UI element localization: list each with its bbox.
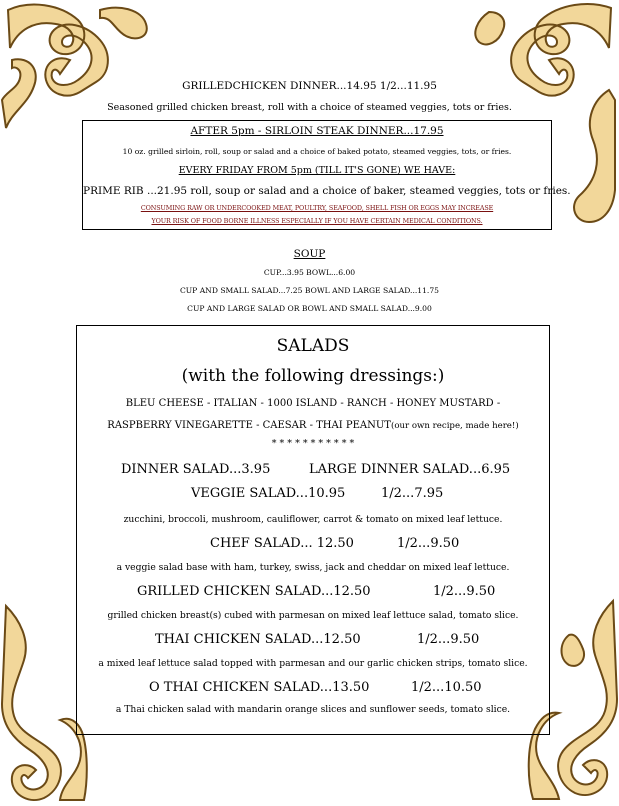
salads-box: [76, 325, 550, 735]
warning-line-2: YOUR RISK OF FOOD BORNE ILLNESS ESPECIALLY IF YOU HAVE CERTAIN MEDICAL CONDITIONS.: [151, 217, 483, 225]
dressings-list: RASPBERRY VINEGARETTE - CAESAR - THAI PEANUT: [107, 420, 391, 431]
veggie-salad-name: VEGGIE SALAD...10.95: [191, 486, 346, 501]
soup-line-1: CUP...3.95 BOWL...6.00: [263, 268, 356, 277]
grilled-chicken-salad-half: 1/2...9.50: [433, 584, 496, 599]
chef-salad-half: 1/2...9.50: [397, 536, 460, 551]
sirloin-title: AFTER 5pm - SIRLOIN STEAK DINNER...17.95: [190, 125, 444, 137]
chef-salad-desc: a veggie salad base with ham, turkey, swiss, jack and cheddar on mixed leaf lettuce.: [116, 562, 510, 573]
sirloin-desc: 10 oz. grilled sirloin, roll, soup or salad and a choice of baked potato, steamed veggies, tots, or fries.: [122, 147, 512, 156]
grilled-chicken-salad-desc: grilled chicken breast(s) cubed with parmesan on mixed leaf lettuce salad, tomato slice.: [107, 610, 519, 621]
grilled-chicken-salad-name: GRILLED CHICKEN SALAD...12.50: [137, 584, 371, 599]
large-dinner-salad: LARGE DINNER SALAD...6.95: [309, 462, 511, 477]
thai-chicken-salad-name: THAI CHICKEN SALAD...12.50: [155, 632, 361, 647]
specials-box: [82, 120, 571, 230]
soup-line-2: CUP AND SMALL SALAD...7.25 BOWL AND LARGE SALAD...11.75: [179, 286, 440, 295]
thai-chicken-salad-desc: a mixed leaf lettuce salad topped with parmesan and our garlic chicken strips, tomato slice.: [98, 658, 528, 669]
o-thai-chicken-salad-half: 1/2...10.50: [411, 680, 482, 695]
o-thai-chicken-salad-name: O THAI CHICKEN SALAD...13.50: [149, 680, 370, 695]
dinner-salad: DINNER SALAD...3.95: [121, 462, 271, 477]
prime-rib: PRIME RIB ...21.95 roll, soup or salad and a choice of baker, steamed veggies, tots or fries.: [83, 185, 571, 197]
dressings-line-2: [77, 420, 549, 431]
veggie-salad-half: 1/2...7.95: [381, 486, 444, 501]
soup-line-3: CUP AND LARGE SALAD OR BOWL AND SMALL SALAD...9.00: [187, 304, 432, 313]
veggie-salad-desc: zucchini, broccoli, mushroom, cauliflower, carrot & tomato on mixed leaf lettuce.: [123, 514, 503, 525]
dressings-line-1: BLEU CHEESE - ITALIAN - 1000 ISLAND - RANCH - HONEY MUSTARD -: [125, 398, 501, 409]
salads-subtitle: (with the following dressings:): [181, 366, 445, 386]
chef-salad-name: CHEF SALAD... 12.50: [210, 536, 354, 551]
celtic-knot-icon: [0, 0, 150, 135]
dressings-note: (our own recipe, made here!): [390, 421, 519, 431]
friday-title: EVERY FRIDAY FROM 5pm (TILL IT'S GONE) WE HAVE:: [178, 165, 456, 176]
thai-chicken-salad-half: 1/2...9.50: [417, 632, 480, 647]
o-thai-chicken-salad-desc: a Thai chicken salad with mandarin orange slices and sunflower seeds, tomato slice.: [115, 704, 511, 715]
warning-line-1: CONSUMING RAW OR UNDERCOOKED MEAT, POULTRY, SEAFOOD, SHELL FISH OR EGGS MAY INCREASE: [140, 204, 494, 212]
grilled-chicken-dinner-title: GRILLEDCHICKEN DINNER...14.95 1/2...11.95: [182, 80, 437, 92]
salads-title: SALADS: [276, 336, 350, 356]
grilled-chicken-dinner-desc: Seasoned grilled chicken breast, roll with a choice of steamed veggies, tots or fries.: [107, 102, 512, 113]
soup-title: SOUP: [293, 248, 326, 260]
stars-divider: * * * * * * * * * * *: [271, 438, 355, 449]
